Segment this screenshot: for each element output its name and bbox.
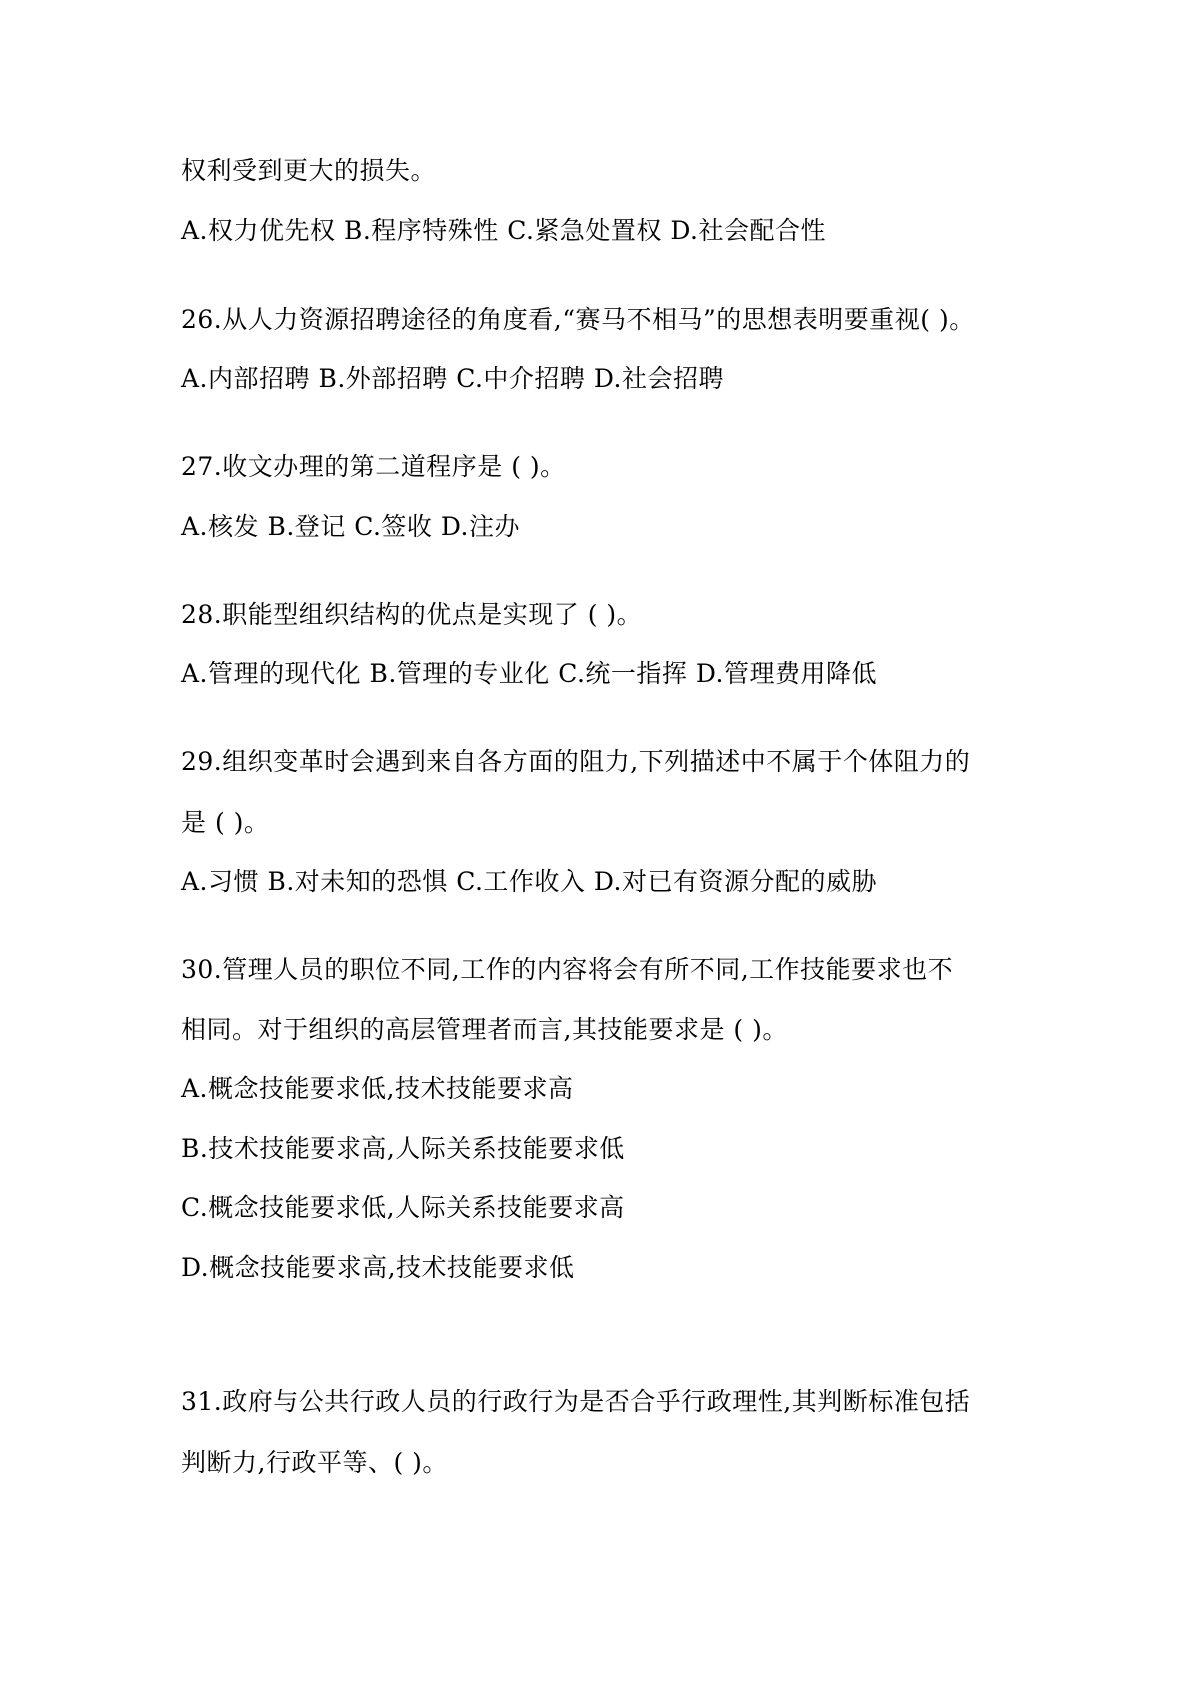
question-29-text: 29.组织变革时会遇到来自各方面的阻力,下列描述中不属于个体阻力的 — [181, 747, 971, 776]
question-27-text: 27.收文办理的第二道程序是 ( )。 — [181, 452, 566, 481]
question-26-text: 26.从人力资源招聘途径的角度看,“赛马不相马”的思想表明要重视( )。 — [181, 305, 975, 334]
question-30-option-d: D.概念技能要求高,技术技能要求低 — [181, 1253, 575, 1282]
question-28-options: A.管理的现代化 B.管理的专业化 C.统一指挥 D.管理费用降低 — [181, 659, 877, 688]
question-30-option-b: B.技术技能要求高,人际关系技能要求低 — [181, 1134, 625, 1163]
question-28-text: 28.职能型组织结构的优点是实现了 ( )。 — [181, 600, 643, 629]
question-25-options: A.权力优先权 B.程序特殊性 C.紧急处置权 D.社会配合性 — [181, 216, 826, 245]
question-29-text-cont: 是 ( )。 — [181, 808, 270, 837]
question-29-options: A.习惯 B.对未知的恐惧 C.工作收入 D.对已有资源分配的威胁 — [181, 867, 877, 896]
question-31-text: 31.政府与公共行政人员的行政行为是否合乎行政理性,其判断标准包括 — [181, 1387, 971, 1416]
question-25-text-end: 权利受到更大的损失。 — [181, 156, 437, 185]
question-31-text-cont: 判断力,行政平等、( )。 — [181, 1448, 448, 1477]
question-30-option-a: A.概念技能要求低,技术技能要求高 — [181, 1074, 574, 1103]
question-30-text-cont: 相同。对于组织的高层管理者而言,其技能要求是 ( )。 — [181, 1015, 788, 1044]
question-30-option-c: C.概念技能要求低,人际关系技能要求高 — [181, 1193, 625, 1222]
question-30-text: 30.管理人员的职位不同,工作的内容将会有所不同,工作技能要求也不 — [181, 955, 954, 984]
question-26-options: A.内部招聘 B.外部招聘 C.中介招聘 D.社会招聘 — [181, 364, 724, 393]
question-27-options: A.核发 B.登记 C.签收 D.注办 — [181, 512, 520, 541]
